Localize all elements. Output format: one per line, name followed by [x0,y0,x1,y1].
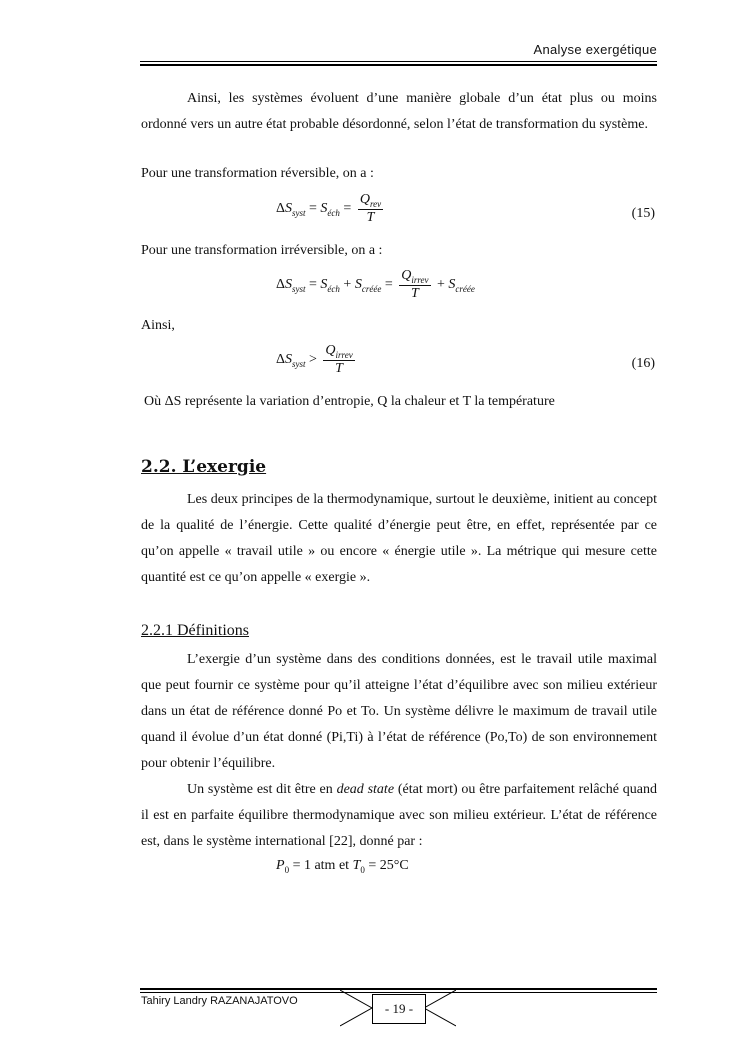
section-2-2-title: 2.2. L’exergie [141,457,267,477]
eq-subscript: éch [327,283,340,294]
eq-subscript: syst [292,283,306,294]
fraction [399,268,430,302]
eq-subscript: rev [369,198,382,209]
dead-state-term: dead state [336,782,395,797]
eq-subscript: 0 [284,864,290,875]
eq-subscript: irrev [411,274,429,285]
eq-symbol: T [410,285,419,301]
page-number: - 19 - [372,994,426,1024]
eq-operator: + [343,277,352,293]
eq-subscript: créée [455,283,475,294]
header-rule-thick [140,64,657,66]
eq-symbol: S [285,277,293,293]
eq-symbol: S [448,277,456,293]
definition-text: L’exergie d’un système dans des conditions données, est le travail utile maximal que peut fournir ce système pour qu’il atteigne l’état d’équilibre avec son milieu extérieur dans un état de référence donné Po et To. Un système délivre le maximum de travail utile quand il évolue d’un état donné (Pi,Ti) à l’état de référence (Po,To) de son environnement pour obtenir l’équilibre. [141,652,657,771]
footer-author: Tahiry Landry RAZANAJATOVO [141,995,298,1007]
equation-15-number: (15) [631,206,655,221]
section-2-2-text: Les deux principes de la thermodynamique, surtout le deuxième, initient au concept de la qualité de l’énergie. Cette qualité d’énergie peut être, en effet, représentée par ce qu’on appelle « travail utile » ou encore « énergie utile ». La métrique qui mesure cette quantité est ce qu’on appelle « exergie ». [141,492,657,585]
eq-symbol: S [354,277,362,293]
intro-text: Ainsi, les systèmes évoluent d’une manière globale d’un état plus ou moins ordonné vers un autre état probable désordonné, selon l’état de transformation du système. [141,91,657,132]
reference-state [276,858,409,875]
eq-operator: = [384,277,393,293]
delta-symbol: Δ [276,277,286,293]
eq-operator: > [309,352,317,368]
header-rule-thin [140,61,657,62]
eq-symbol: Q [325,343,336,358]
delta-symbol: Δ [276,352,286,368]
text-run: (état mort) ou être parfaitement relâché quand il est en parfaite équilibre thermodynamique avec son milieu extérieur. L’état de référence est, dans le système international [22], donné par : [141,782,657,849]
eq-operator: = [343,201,352,217]
equation-irreversible [276,268,475,302]
eq-symbol: S [320,201,328,217]
irreversible-intro: Pour une transformation irréversible, on a : [141,243,383,258]
eq-symbol: Q [401,268,412,283]
ainsi-label: Ainsi, [141,318,175,333]
eq-operator: + [437,277,445,293]
ref-value: = 1 atm et [289,858,353,873]
eq-subscript: éch [327,207,340,218]
running-header: Analyse exergétique [533,42,657,57]
eq-subscript: irrev [335,349,353,360]
eq-subscript: 0 [360,864,365,875]
eq-symbol: S [320,277,328,293]
fraction [358,192,383,226]
section-2-2-paragraph [141,487,657,591]
entropy-explanation: Où ΔS représente la variation d’entropie, Q la chaleur et T la température [144,394,555,409]
dead-state-text [141,777,657,855]
text-run: Un système est dit être en [187,782,337,797]
ref-value: = 25°C [364,858,409,873]
definitions-paragraphs [141,647,657,855]
equation-16 [276,343,358,377]
eq-operator: = [309,277,317,293]
eq-symbol: S [285,201,293,217]
equation-16-number: (16) [631,356,655,371]
delta-symbol: Δ [276,201,286,217]
eq-symbol: S [285,352,293,368]
section-2-2-1-title: 2.2.1 Définitions [141,622,249,639]
eq-symbol: P [276,858,285,873]
eq-subscript: créée [361,283,382,294]
eq-symbol: Q [359,192,370,207]
eq-subscript: syst [292,358,306,369]
eq-subscript: syst [292,207,306,218]
equation-15 [276,192,386,226]
eq-symbol: T [335,360,343,376]
reversible-intro: Pour une transformation réversible, on a : [141,166,374,181]
eq-symbol: T [352,858,361,873]
eq-operator: = [309,201,317,217]
fraction [323,343,354,377]
intro-paragraph [141,86,657,138]
eq-symbol: T [366,209,375,225]
